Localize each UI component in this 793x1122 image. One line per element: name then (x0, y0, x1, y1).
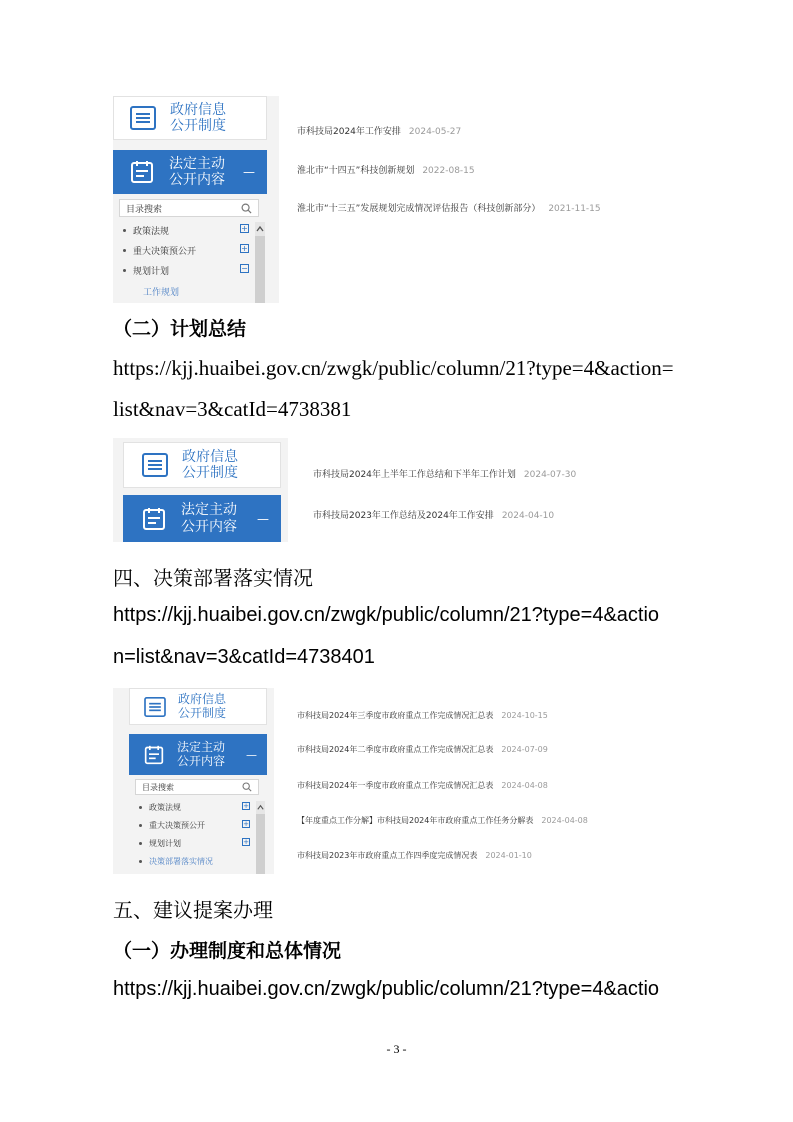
expand-icon[interactable]: + (243, 837, 249, 846)
document-list-icon (130, 106, 156, 130)
search-icon[interactable] (241, 203, 252, 214)
gov-info-system-label: 政府信息 公开制度 (178, 691, 227, 720)
expand-icon[interactable]: + (241, 243, 248, 253)
url-section-4-line2[interactable]: n=list&nav=3&catId=4738401 (113, 646, 375, 668)
scrollbar[interactable] (256, 801, 265, 874)
mandatory-disclosure-box[interactable] (113, 150, 267, 194)
document-list-icon (142, 453, 168, 477)
mandatory-disclosure-box[interactable] (129, 734, 267, 775)
gov-info-system-label: 政府信息 公开制度 (182, 448, 238, 481)
screenshot-plan-summary (113, 438, 653, 542)
scroll-up-icon[interactable] (256, 803, 265, 812)
heading-plan-summary: （二）计划总结 (113, 318, 247, 340)
collapse-toggle[interactable]: — (243, 165, 255, 179)
gov-info-system-box[interactable] (129, 688, 267, 725)
gov-info-system-box[interactable] (113, 96, 267, 140)
list-item[interactable]: 市科技局2023年市政府重点工作四季度完成情况表 2024-01-10 (297, 851, 532, 860)
catalog-search-input[interactable] (135, 779, 259, 795)
mandatory-disclosure-label: 法定主动 公开内容 (169, 155, 225, 188)
url-section-5-line1[interactable]: https://kjj.huaibei.gov.cn/zwgk/public/column/21?type=4&actio (113, 978, 660, 1000)
url-section-4-line1[interactable]: https://kjj.huaibei.gov.cn/zwgk/public/column/21?type=4&actio (113, 604, 660, 626)
tree-item-policy[interactable]: 政策法规 (123, 224, 169, 237)
catalog-search-input[interactable] (119, 199, 259, 217)
scrollbar-thumb[interactable] (256, 814, 265, 874)
heading-section-4: 四、决策部署落实情况 (113, 566, 313, 590)
mandatory-disclosure-label: 法定主动 公开内容 (181, 502, 237, 535)
list-item[interactable]: 淮北市“十三五”发展规划完成情况评估报告（科技创新部分） 2021-11-15 (297, 204, 601, 214)
screenshot-plan-list (113, 96, 653, 303)
screenshot-decision-implementation (113, 688, 653, 874)
list-item[interactable]: 市科技局2024年二季度市政府重点工作完成情况汇总表 2024-07-09 (297, 745, 548, 754)
tree-item-policy[interactable]: 政策法规 (139, 802, 181, 813)
search-icon[interactable] (242, 782, 252, 792)
list-item[interactable]: 市科技局2023年工作总结及2024年工作安排 2024-04-10 (313, 511, 555, 521)
url-plan-summary-line2[interactable]: list&nav=3&catId=4738381 (113, 397, 352, 421)
collapse-icon[interactable]: − (241, 263, 248, 273)
mandatory-disclosure-label: 法定主动 公开内容 (177, 739, 226, 768)
list-item[interactable]: 市科技局2024年一季度市政府重点工作完成情况汇总表 2024-04-08 (297, 781, 548, 790)
catalog-tree (139, 800, 253, 874)
tree-item-planning[interactable]: 规划计划 (139, 838, 181, 849)
tree-subitem-work-plan[interactable]: 工作规划 (143, 288, 180, 298)
collapse-toggle[interactable]: — (246, 748, 257, 761)
gov-info-system-box[interactable] (123, 442, 281, 488)
scroll-up-icon[interactable] (255, 224, 265, 234)
heading-section-5: 五、建议提案办理 (113, 898, 273, 922)
tree-item-major-decision[interactable]: 重大决策预公开 (139, 820, 205, 831)
catalog-search-label: 目录搜索 (126, 204, 163, 215)
calendar-icon (143, 745, 165, 765)
scrollbar[interactable] (255, 222, 265, 303)
scrollbar-thumb[interactable] (255, 236, 265, 303)
tree-item-planning[interactable]: 规划计划 (123, 264, 169, 277)
list-item[interactable]: 市科技局2024年工作安排 2024-05-27 (297, 127, 462, 137)
calendar-icon (129, 160, 155, 184)
calendar-icon (141, 507, 167, 531)
mandatory-disclosure-box[interactable] (123, 495, 281, 542)
tree-item-decision-implementation[interactable]: 决策部署落实情况 (139, 856, 213, 867)
expand-icon[interactable]: + (243, 801, 249, 810)
catalog-tree (123, 220, 248, 302)
list-item[interactable]: 淮北市“十四五”科技创新规划 2022-08-15 (297, 166, 475, 176)
catalog-search-label: 目录搜索 (142, 782, 174, 792)
tree-item-major-decision[interactable]: 重大决策预公开 (123, 244, 196, 257)
list-item[interactable]: 市科技局2024年上半年工作总结和下半年工作计划 2024-07-30 (313, 470, 577, 480)
collapse-toggle[interactable]: — (257, 511, 269, 526)
expand-icon[interactable]: + (243, 819, 249, 828)
list-item[interactable]: 【年度重点工作分解】市科技局2024年市政府重点工作任务分解表 2024-04-08 (297, 816, 588, 825)
page-number: - 3 - (386, 1042, 407, 1056)
expand-icon[interactable]: + (241, 223, 248, 233)
document-list-icon (144, 697, 166, 717)
list-item[interactable]: 市科技局2024年三季度市政府重点工作完成情况汇总表 2024-10-15 (297, 711, 548, 720)
gov-info-system-label: 政府信息 公开制度 (170, 101, 226, 134)
url-plan-summary-line1[interactable]: https://kjj.huaibei.gov.cn/zwgk/public/column/21?type=4&action= (113, 356, 674, 380)
heading-section-5-1: （一）办理制度和总体情况 (113, 940, 342, 962)
